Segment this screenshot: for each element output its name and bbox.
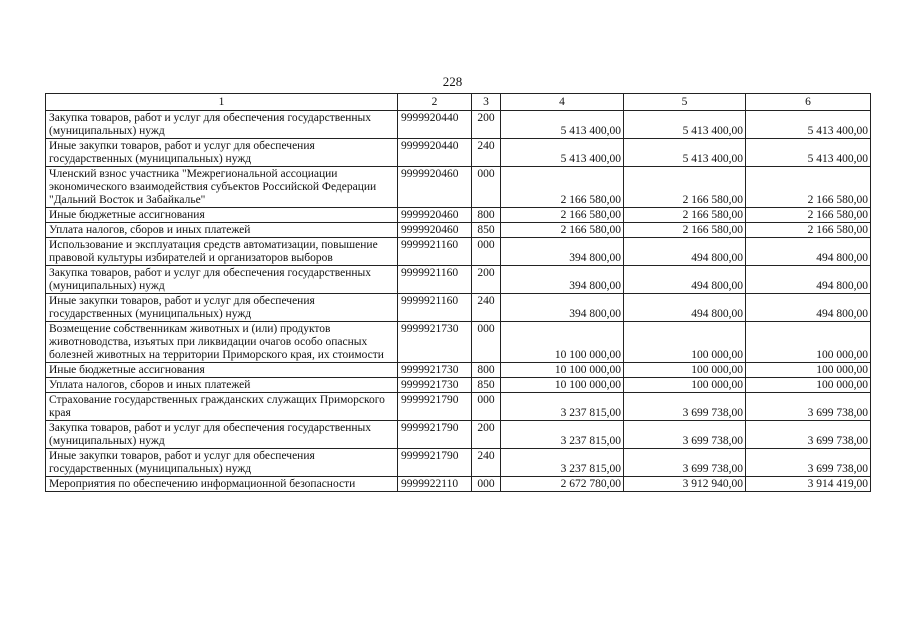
- header-col-3: 3: [472, 94, 501, 111]
- row-vr-cell: 240: [472, 139, 501, 167]
- table-row: [46, 266, 871, 294]
- row-code-cell: 9999921160: [398, 238, 472, 266]
- row-value-col6: 5 413 400,00: [746, 139, 871, 167]
- row-value-col5: 100 000,00: [624, 363, 746, 378]
- table-row: [46, 111, 871, 139]
- row-value-col5: 3 699 738,00: [624, 449, 746, 477]
- row-vr-cell: 000: [472, 167, 501, 208]
- row-code-cell: 9999920460: [398, 167, 472, 208]
- header-col-6: 6: [746, 94, 871, 111]
- row-vr-cell: 200: [472, 421, 501, 449]
- row-name-cell: Уплата налогов, сборов и иных платежей: [46, 223, 398, 238]
- row-code-cell: 9999920460: [398, 208, 472, 223]
- row-name-cell: Иные закупки товаров, работ и услуг для обеспечения государственных (муниципальных) нужд: [46, 449, 398, 477]
- row-value-col4: 3 237 815,00: [501, 421, 624, 449]
- row-value-col6: 3 699 738,00: [746, 449, 871, 477]
- header-col-5: 5: [624, 94, 746, 111]
- row-name-cell: Закупка товаров, работ и услуг для обеспечения государственных (муниципальных) нужд: [46, 421, 398, 449]
- row-name-cell: Закупка товаров, работ и услуг для обеспечения государственных (муниципальных) нужд: [46, 111, 398, 139]
- row-vr-cell: 000: [472, 477, 501, 492]
- row-value-col4: 394 800,00: [501, 266, 624, 294]
- row-vr-cell: 200: [472, 111, 501, 139]
- row-value-col5: 2 166 580,00: [624, 223, 746, 238]
- row-code-cell: 9999920460: [398, 223, 472, 238]
- row-vr-cell: 850: [472, 378, 501, 393]
- row-value-col4: 394 800,00: [501, 294, 624, 322]
- table-row: [46, 421, 871, 449]
- row-value-col6: 100 000,00: [746, 363, 871, 378]
- table-row: [46, 322, 871, 363]
- row-code-cell: 9999922110: [398, 477, 472, 492]
- row-value-col6: 100 000,00: [746, 378, 871, 393]
- row-name-cell: Страхование государственных гражданских служащих Приморского края: [46, 393, 398, 421]
- row-code-cell: 9999921160: [398, 266, 472, 294]
- row-name-cell: Использование и эксплуатация средств автоматизации, повышение правовой культуры избирателей и организаторов выборов: [46, 238, 398, 266]
- row-value-col5: 5 413 400,00: [624, 111, 746, 139]
- row-code-cell: 9999920440: [398, 111, 472, 139]
- row-value-col6: 2 166 580,00: [746, 167, 871, 208]
- row-name-cell: Закупка товаров, работ и услуг для обеспечения государственных (муниципальных) нужд: [46, 266, 398, 294]
- row-value-col4: 10 100 000,00: [501, 322, 624, 363]
- row-vr-cell: 000: [472, 238, 501, 266]
- table-row: [46, 208, 871, 223]
- row-code-cell: 9999921730: [398, 322, 472, 363]
- table-header-row: [46, 94, 871, 111]
- row-name-cell: Членский взнос участника "Межрегиональной ассоциации экономического взаимодействия субъектов Российской Федерации "Дальний Восток и Забайкалье": [46, 167, 398, 208]
- row-code-cell: 9999921160: [398, 294, 472, 322]
- row-value-col6: 494 800,00: [746, 266, 871, 294]
- row-value-col6: 3 914 419,00: [746, 477, 871, 492]
- row-value-col4: 2 166 580,00: [501, 167, 624, 208]
- header-col-1: 1: [46, 94, 398, 111]
- row-name-cell: Иные бюджетные ассигнования: [46, 208, 398, 223]
- row-name-cell: Уплата налогов, сборов и иных платежей: [46, 378, 398, 393]
- row-name-cell: Возмещение собственникам животных и (или) продуктов животноводства, изъятых при ликвидации очагов особо опасных болезней животных на территории Приморского края, их стоимости: [46, 322, 398, 363]
- row-name-cell: Мероприятия по обеспечению информационной безопасности: [46, 477, 398, 492]
- row-code-cell: 9999921790: [398, 393, 472, 421]
- row-value-col6: 494 800,00: [746, 294, 871, 322]
- row-value-col4: 2 166 580,00: [501, 223, 624, 238]
- row-value-col5: 100 000,00: [624, 378, 746, 393]
- row-value-col5: 2 166 580,00: [624, 208, 746, 223]
- table-row: [46, 393, 871, 421]
- table-row: [46, 378, 871, 393]
- row-value-col6: 3 699 738,00: [746, 393, 871, 421]
- row-vr-cell: 800: [472, 208, 501, 223]
- table-row: [46, 238, 871, 266]
- row-name-cell: Иные закупки товаров, работ и услуг для обеспечения государственных (муниципальных) нужд: [46, 139, 398, 167]
- row-code-cell: 9999921730: [398, 378, 472, 393]
- row-value-col6: 2 166 580,00: [746, 208, 871, 223]
- row-value-col4: 10 100 000,00: [501, 363, 624, 378]
- row-value-col6: 5 413 400,00: [746, 111, 871, 139]
- row-value-col4: 10 100 000,00: [501, 378, 624, 393]
- row-vr-cell: 000: [472, 393, 501, 421]
- row-value-col5: 100 000,00: [624, 322, 746, 363]
- budget-table: [45, 93, 871, 492]
- header-col-4: 4: [501, 94, 624, 111]
- row-name-cell: Иные закупки товаров, работ и услуг для обеспечения государственных (муниципальных) нужд: [46, 294, 398, 322]
- row-value-col5: 3 699 738,00: [624, 393, 746, 421]
- row-vr-cell: 240: [472, 449, 501, 477]
- table-row: [46, 294, 871, 322]
- row-value-col6: 3 699 738,00: [746, 421, 871, 449]
- row-value-col6: 100 000,00: [746, 322, 871, 363]
- row-value-col5: 494 800,00: [624, 266, 746, 294]
- table-row: [46, 167, 871, 208]
- row-value-col5: 494 800,00: [624, 238, 746, 266]
- row-vr-cell: 850: [472, 223, 501, 238]
- row-vr-cell: 800: [472, 363, 501, 378]
- row-value-col6: 494 800,00: [746, 238, 871, 266]
- table-row: [46, 139, 871, 167]
- row-value-col4: 5 413 400,00: [501, 111, 624, 139]
- row-value-col4: 2 672 780,00: [501, 477, 624, 492]
- row-value-col5: 5 413 400,00: [624, 139, 746, 167]
- row-vr-cell: 000: [472, 322, 501, 363]
- table-row: [46, 477, 871, 492]
- row-code-cell: 9999921790: [398, 449, 472, 477]
- table-row: [46, 363, 871, 378]
- row-value-col4: 394 800,00: [501, 238, 624, 266]
- row-vr-cell: 200: [472, 266, 501, 294]
- header-col-2: 2: [398, 94, 472, 111]
- row-code-cell: 9999921730: [398, 363, 472, 378]
- row-vr-cell: 240: [472, 294, 501, 322]
- row-value-col6: 2 166 580,00: [746, 223, 871, 238]
- row-code-cell: 9999920440: [398, 139, 472, 167]
- table-row: [46, 449, 871, 477]
- row-value-col5: 3 699 738,00: [624, 421, 746, 449]
- page-number: 228: [442, 74, 463, 89]
- row-value-col4: 2 166 580,00: [501, 208, 624, 223]
- row-name-cell: Иные бюджетные ассигнования: [46, 363, 398, 378]
- row-value-col4: 3 237 815,00: [501, 393, 624, 421]
- row-value-col4: 3 237 815,00: [501, 449, 624, 477]
- row-code-cell: 9999921790: [398, 421, 472, 449]
- row-value-col5: 494 800,00: [624, 294, 746, 322]
- table-row: [46, 223, 871, 238]
- row-value-col5: 2 166 580,00: [624, 167, 746, 208]
- row-value-col4: 5 413 400,00: [501, 139, 624, 167]
- row-value-col5: 3 912 940,00: [624, 477, 746, 492]
